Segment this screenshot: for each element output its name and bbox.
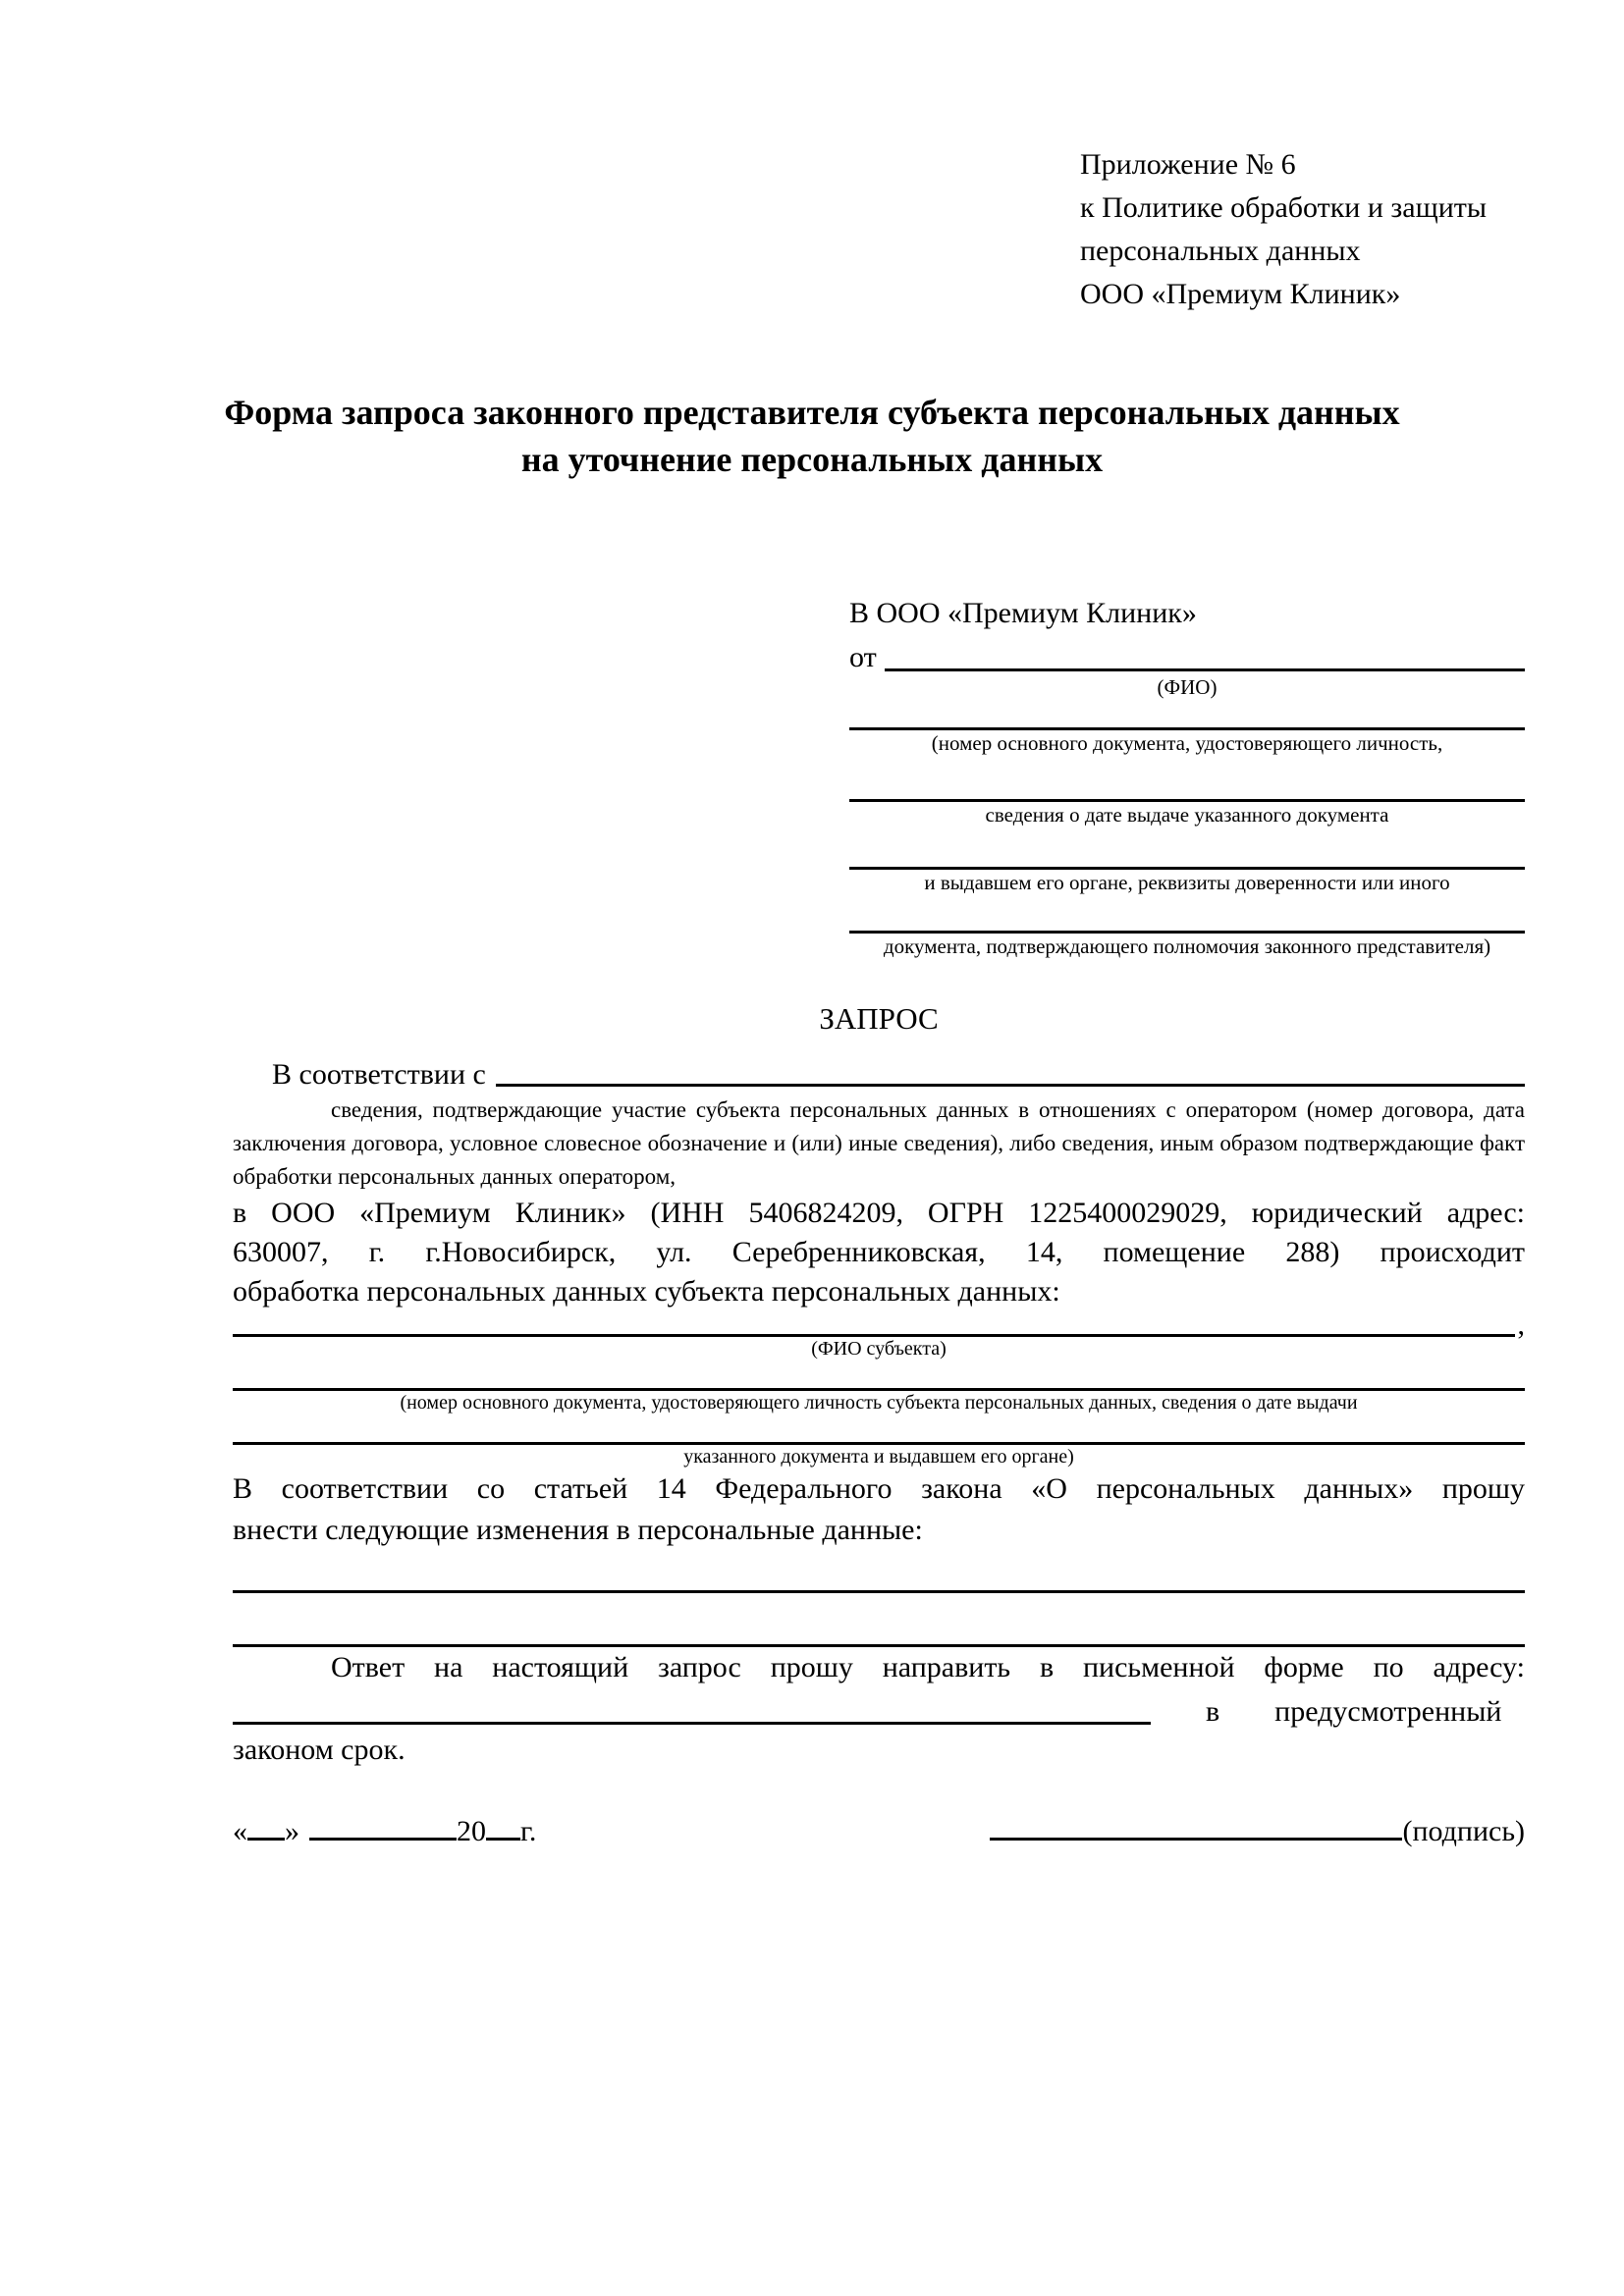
month-blank-line [309, 1814, 457, 1841]
issuing-authority-blank-line [849, 828, 1525, 870]
appendix-header [1080, 143, 1487, 316]
relationship-footnote [233, 1094, 1525, 1194]
open-quote: « [233, 1815, 247, 1847]
subject-document-caption: (номер основного документа, удостоверяющего личность субъекта персональных данных, сведения о дате выдачи [400, 1392, 1358, 1414]
close-quote: » [285, 1815, 299, 1847]
document-number-caption: (номер основного документа, удостоверяющего личность, [931, 731, 1443, 755]
document-title-line: на уточнение персональных данных [520, 440, 1104, 479]
accordance-blank-line [496, 1084, 1525, 1087]
footnote-line: сведения, подтверждающие участие субъекта персональных данных в отношениях с оператором (номер договора, дата [331, 1097, 1525, 1122]
document-number-blank-line [849, 700, 1525, 730]
issue-date-caption: сведения о дате выдаче указанного документа [985, 803, 1389, 827]
date-signature-row [233, 1814, 1525, 1848]
footnote-line: обработки персональных данных оператором, [233, 1164, 676, 1189]
operator-paragraph-line: обработка персональных данных субъекта персональных данных: [233, 1275, 1060, 1308]
day-blank-line [247, 1814, 285, 1841]
accordance-label: В соответствии с [272, 1058, 486, 1091]
appendix-header-line: Приложение № 6 [1080, 148, 1296, 181]
from-label: от [849, 641, 877, 673]
accordance-row [233, 1048, 1525, 1094]
answer-line-3: законом срок. [233, 1734, 406, 1766]
date-field [233, 1814, 536, 1848]
subject-authority-blank-line [233, 1415, 1525, 1445]
fio-blank-line [885, 668, 1525, 671]
address-blank-line [233, 1722, 1151, 1725]
authority-document-caption: документа, подтверждающего полномочия законного представителя) [883, 934, 1491, 958]
operator-paragraph-line: 630007, г. г.Новосибирск, ул. Серебренниковская, 14, помещение 288) происходит [233, 1236, 1525, 1268]
year-century: 20 [457, 1815, 486, 1847]
request-body [233, 1048, 1525, 1848]
article14-line: внести следующие изменения в персональные данные: [233, 1514, 923, 1546]
answer-word: в [1206, 1695, 1220, 1728]
subject-authority-caption: указанного документа и выдавшем его органе) [683, 1446, 1074, 1468]
signature-blank-line [990, 1814, 1402, 1841]
trailing-comma: , [1517, 1308, 1525, 1341]
issuing-authority-caption: и выдавшем его органе, реквизиты доверенности или иного [924, 871, 1450, 894]
subject-document-blank-line [233, 1361, 1525, 1391]
changes-blank-line-2 [233, 1593, 1525, 1647]
appendix-header-line: ООО «Премиум Клиник» [1080, 278, 1401, 310]
answer-address-row [233, 1688, 1525, 1730]
document-title-line: Форма запроса законного представителя субъекта персональных данных [224, 393, 1400, 432]
year-suffix: г. [520, 1815, 537, 1847]
subject-fio-caption: (ФИО субъекта) [811, 1338, 947, 1360]
article14-paragraph [233, 1468, 1525, 1551]
subject-fio-row [233, 1308, 1525, 1341]
operator-paragraph-line: в ООО «Премиум Клиник» (ИНН 5406824209, ОГРН 1225400029029, юридический адрес: [233, 1197, 1525, 1229]
addressee-block [849, 592, 1525, 959]
addressee-to: В ООО «Премиум Клиник» [849, 597, 1197, 629]
document-title [98, 389, 1526, 483]
addressee-from-row [849, 635, 1525, 674]
article14-line: В соответствии со статьей 14 Федерального закона «О персональных данных» прошу [233, 1472, 1525, 1505]
appendix-header-line: персональных данных [1080, 235, 1361, 267]
authority-document-blank-line [849, 895, 1525, 934]
request-heading: ЗАПРОС [819, 1001, 939, 1036]
signature-caption: (подпись) [1402, 1815, 1525, 1847]
year-blank-line [486, 1814, 520, 1841]
footnote-line: заключения договора, условное словесное обозначение и (или) иные сведения), либо сведения, иным образом подтверждающие факт [233, 1131, 1525, 1155]
answer-word: предусмотренный [1274, 1695, 1502, 1728]
appendix-header-line: к Политике обработки и защиты [1080, 191, 1488, 224]
changes-blank-line-1 [233, 1551, 1525, 1593]
issue-date-blank-line [849, 756, 1525, 802]
answer-paragraph [233, 1647, 1525, 1771]
fio-caption: (ФИО) [1157, 675, 1218, 699]
signature-field [990, 1814, 1525, 1848]
operator-paragraph [233, 1194, 1525, 1311]
answer-line-1: Ответ на настоящий запрос прошу направить в письменной форме по адресу: [331, 1651, 1525, 1683]
